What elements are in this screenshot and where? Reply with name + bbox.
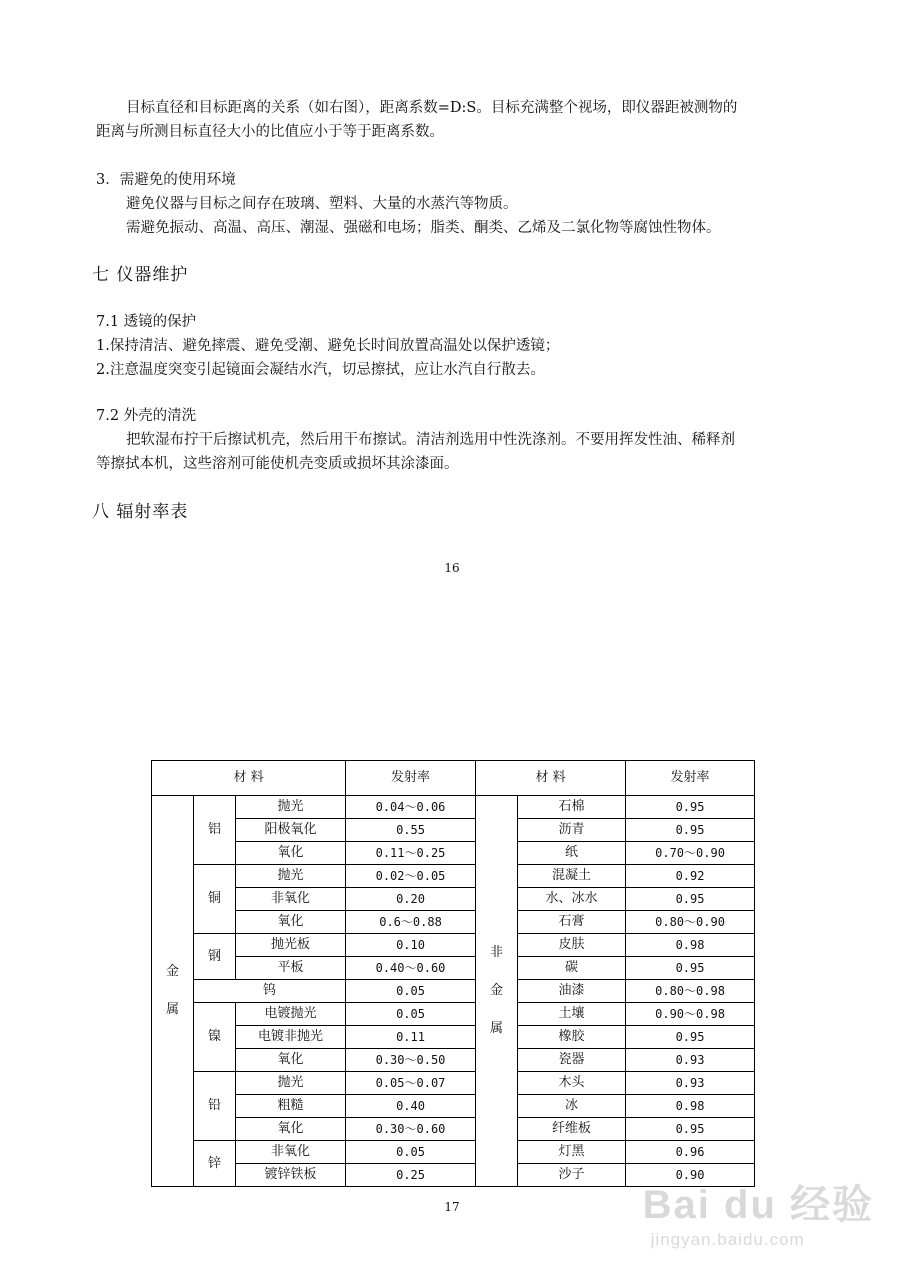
- sub-material: 非氧化: [236, 888, 346, 911]
- sub-material: 阳极氧化: [236, 819, 346, 842]
- table-row: [152, 1118, 755, 1141]
- nonmetal-emissivity: 0.98: [626, 1095, 755, 1118]
- table-row: [152, 1141, 755, 1164]
- emissivity-value: 0.05: [346, 980, 476, 1003]
- emissivity-value: 0.6～0.88: [346, 911, 476, 934]
- item3-line1: 避免仪器与目标之间存在玻璃、塑料、大量的水蒸汽等物质。: [126, 196, 518, 212]
- sub-material: 电镀抛光: [236, 1003, 346, 1026]
- metal-category-cell: [152, 796, 194, 1187]
- sub71-item1: 1.保持清洁、避免摔震、避免受潮、避免长时间放置高温处以保护透镜；: [96, 338, 560, 354]
- table-row: [152, 842, 755, 865]
- watermark-url: jingyan.baidu.com: [650, 1230, 805, 1249]
- nonmetal-emissivity: 0.92: [626, 865, 755, 888]
- emissivity-value: 0.11: [346, 1026, 476, 1049]
- nonmetal-material: 纸: [518, 842, 626, 865]
- nonmetal-material: 灯黑: [518, 1141, 626, 1164]
- group-copper: 铜: [194, 865, 236, 934]
- emissivity-value: 0.30～0.50: [346, 1049, 476, 1072]
- table-row: [152, 1049, 755, 1072]
- table-row: [152, 911, 755, 934]
- group-tungsten: 钨: [194, 980, 346, 1003]
- nonmetal-emissivity: 0.93: [626, 1049, 755, 1072]
- emissivity-table: [151, 760, 755, 1187]
- table-row: [152, 980, 755, 1003]
- nonmetal-material: 石棉: [518, 796, 626, 819]
- nonmetal-material: 橡胶: [518, 1026, 626, 1049]
- nonmetal-material: 混凝土: [518, 865, 626, 888]
- emissivity-value: 0.02～0.05: [346, 865, 476, 888]
- table-row: [152, 934, 755, 957]
- table-row: [152, 1095, 755, 1118]
- nonmetal-emissivity: 0.95: [626, 1118, 755, 1141]
- sub-material: 氧化: [236, 911, 346, 934]
- sub-material: 粗糙: [236, 1095, 346, 1118]
- nonmetal-material: 纤维板: [518, 1118, 626, 1141]
- sub72-line1: 把软湿布拧干后擦试机壳，然后用干布擦试。清洁剂选用中性洗涤剂。不要用挥发性油、稀释剂: [126, 432, 735, 448]
- emissivity-value: 0.25: [346, 1164, 476, 1187]
- page-number-17: 17: [444, 1200, 460, 1214]
- emissivity-value: 0.10: [346, 934, 476, 957]
- emissivity-value: 0.20: [346, 888, 476, 911]
- sub72-line2: 等擦拭本机，这些溶剂可能使机壳变质或损坏其涂漆面。: [96, 456, 459, 472]
- group-nickel: 镍: [194, 1003, 236, 1072]
- sub71-item2: 2.注意温度突变引起镜面会凝结水汽，切忌擦拭，应让水汽自行散去。: [96, 362, 545, 378]
- nonmetal-material: 碳: [518, 957, 626, 980]
- table-row: [152, 1026, 755, 1049]
- table-row: [152, 957, 755, 980]
- nonmetal-material: 皮肤: [518, 934, 626, 957]
- nonmetal-emissivity: 0.90～0.98: [626, 1003, 755, 1026]
- emissivity-value: 0.11～0.25: [346, 842, 476, 865]
- sub-material: 镀锌铁板: [236, 1164, 346, 1187]
- emissivity-value: 0.40: [346, 1095, 476, 1118]
- sub-material: 平板: [236, 957, 346, 980]
- group-steel: 钢: [194, 934, 236, 980]
- nonmetal-emissivity: 0.95: [626, 1026, 755, 1049]
- nonmetal-label-char: 非: [490, 945, 504, 960]
- sub72-heading: 7.2 外壳的清洗: [96, 408, 197, 424]
- table-row: [152, 1003, 755, 1026]
- header-material-right: 材 料: [476, 761, 626, 796]
- nonmetal-label-char: 金: [490, 983, 504, 998]
- metal-label-char: 金: [165, 964, 179, 979]
- nonmetal-emissivity: 0.95: [626, 888, 755, 911]
- nonmetal-emissivity: 0.95: [626, 957, 755, 980]
- table-row: [152, 796, 755, 819]
- nonmetal-material: 水、冰水: [518, 888, 626, 911]
- nonmetal-material: 土壤: [518, 1003, 626, 1026]
- emissivity-value: 0.05: [346, 1003, 476, 1026]
- nonmetal-material: 沥青: [518, 819, 626, 842]
- header-emissivity-left: 发射率: [346, 761, 476, 796]
- emissivity-value: 0.05～0.07: [346, 1072, 476, 1095]
- sub71-heading: 7.1 透镜的保护: [96, 314, 197, 330]
- nonmetal-material: 沙子: [518, 1164, 626, 1187]
- nonmetal-emissivity: 0.70～0.90: [626, 842, 755, 865]
- nonmetal-material: 石膏: [518, 911, 626, 934]
- page-number-16: 16: [444, 561, 460, 575]
- nonmetal-emissivity: 0.95: [626, 796, 755, 819]
- emissivity-value: 0.40～0.60: [346, 957, 476, 980]
- table-row: [152, 865, 755, 888]
- emissivity-value: 0.55: [346, 819, 476, 842]
- header-emissivity-right: 发射率: [626, 761, 755, 796]
- group-lead: 铅: [194, 1072, 236, 1141]
- paragraph-distance-ratio-line2: 距离与所测目标直径大小的比值应小于等于距离系数。: [96, 124, 444, 140]
- watermark-brand: Bai du 经验: [642, 1183, 874, 1227]
- nonmetal-material: 油漆: [518, 980, 626, 1003]
- group-aluminum: 铝: [194, 796, 236, 865]
- nonmetal-emissivity: 0.93: [626, 1072, 755, 1095]
- sub-material: 抛光: [236, 1072, 346, 1095]
- table-row: [152, 888, 755, 911]
- emissivity-value: 0.04～0.06: [346, 796, 476, 819]
- baidu-jingyan-watermark: [643, 1173, 874, 1250]
- header-material-left: 材 料: [152, 761, 346, 796]
- item3-heading: 3．需避免的使用环境: [96, 172, 236, 188]
- nonmetal-category-cell: [476, 796, 518, 1187]
- nonmetal-material: 瓷器: [518, 1049, 626, 1072]
- sub-material: 抛光: [236, 796, 346, 819]
- sub-material: 电镀非抛光: [236, 1026, 346, 1049]
- sub-material: 氧化: [236, 1118, 346, 1141]
- emissivity-value: 0.30～0.60: [346, 1118, 476, 1141]
- section8-heading: 八 辐射率表: [92, 502, 189, 522]
- nonmetal-emissivity: 0.90: [626, 1164, 755, 1187]
- nonmetal-emissivity: 0.96: [626, 1141, 755, 1164]
- sub-material: 抛光: [236, 865, 346, 888]
- section7-heading: 七 仪器维护: [92, 265, 189, 285]
- nonmetal-emissivity: 0.98: [626, 934, 755, 957]
- sub-material: 非氧化: [236, 1141, 346, 1164]
- emissivity-value: 0.05: [346, 1141, 476, 1164]
- item3-line2: 需避免振动、高温、高压、潮湿、强磁和电场；脂类、酮类、乙烯及二氯化物等腐蚀性物体。: [126, 220, 721, 236]
- nonmetal-material: 木头: [518, 1072, 626, 1095]
- nonmetal-material: 冰: [518, 1095, 626, 1118]
- nonmetal-emissivity: 0.80～0.98: [626, 980, 755, 1003]
- sub-material: 抛光板: [236, 934, 346, 957]
- group-zinc: 锌: [194, 1141, 236, 1187]
- paragraph-distance-ratio-line1: 目标直径和目标距离的关系（如右图），距离系数=D:S。目标充满整个视场，即仪器距被测物的: [126, 100, 738, 116]
- nonmetal-emissivity: 0.80～0.90: [626, 911, 755, 934]
- metal-label-char: 属: [165, 1002, 179, 1017]
- sub-material: 氧化: [236, 842, 346, 865]
- table-header-row: [152, 761, 755, 796]
- nonmetal-label-char: 属: [490, 1021, 504, 1036]
- sub-material: 氧化: [236, 1049, 346, 1072]
- nonmetal-emissivity: 0.95: [626, 819, 755, 842]
- table-row: [152, 1072, 755, 1095]
- table-row: [152, 819, 755, 842]
